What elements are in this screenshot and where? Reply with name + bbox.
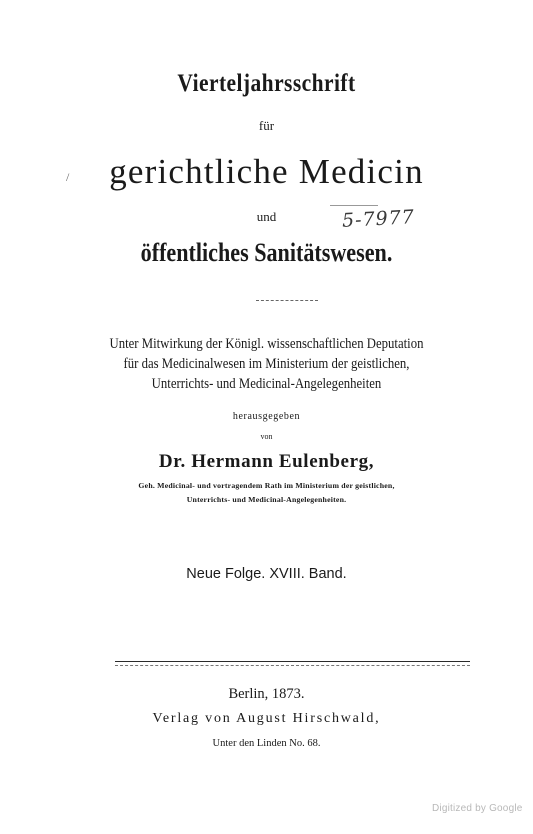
rule-dashed <box>115 665 470 666</box>
cooperation-line-1: Unter Mitwirkung der Königl. wissenschaftlichen Deputation <box>109 336 424 352</box>
series-volume: Neue Folge. XVIII. Band. <box>186 566 347 582</box>
rule-solid <box>115 661 470 662</box>
digitized-watermark: Digitized by Google <box>432 803 523 814</box>
by-label: von <box>260 432 273 441</box>
subject-second: öffentliches Sanitätswesen. <box>140 238 393 267</box>
handwritten-number: 5-7977 <box>341 206 416 232</box>
publisher-address: Unter den Linden No. 68. <box>212 738 321 749</box>
handwritten-underline <box>330 205 378 206</box>
publisher: Verlag von August Hirschwald, <box>152 711 381 726</box>
subject-main: gerichtliche Medicin <box>109 152 424 191</box>
preposition-fur: für <box>258 118 275 133</box>
margin-mark: / <box>66 170 70 184</box>
city-year: Berlin, 1873. <box>228 686 305 702</box>
decorative-divider <box>256 300 318 301</box>
editor-name: Dr. Hermann Eulenberg, <box>158 451 375 472</box>
cooperation-line-3: Unterrichts- und Medicinal-Angelegenheiten <box>151 376 382 392</box>
editor-role-line-2: Unterrichts- und Medicinal-Angelegenheiten. <box>186 495 347 504</box>
edited-by-label: herausgegeben <box>232 411 301 422</box>
journal-title: Vierteljahrsschrift <box>177 70 356 97</box>
conjunction-und: und <box>256 209 277 224</box>
cooperation-line-2: für das Medicinalwesen im Ministerium der geistlichen, <box>123 356 410 372</box>
editor-role-line-1: Geh. Medicinal- und vortragendem Rath im Ministerium der geistlichen, <box>138 481 395 490</box>
